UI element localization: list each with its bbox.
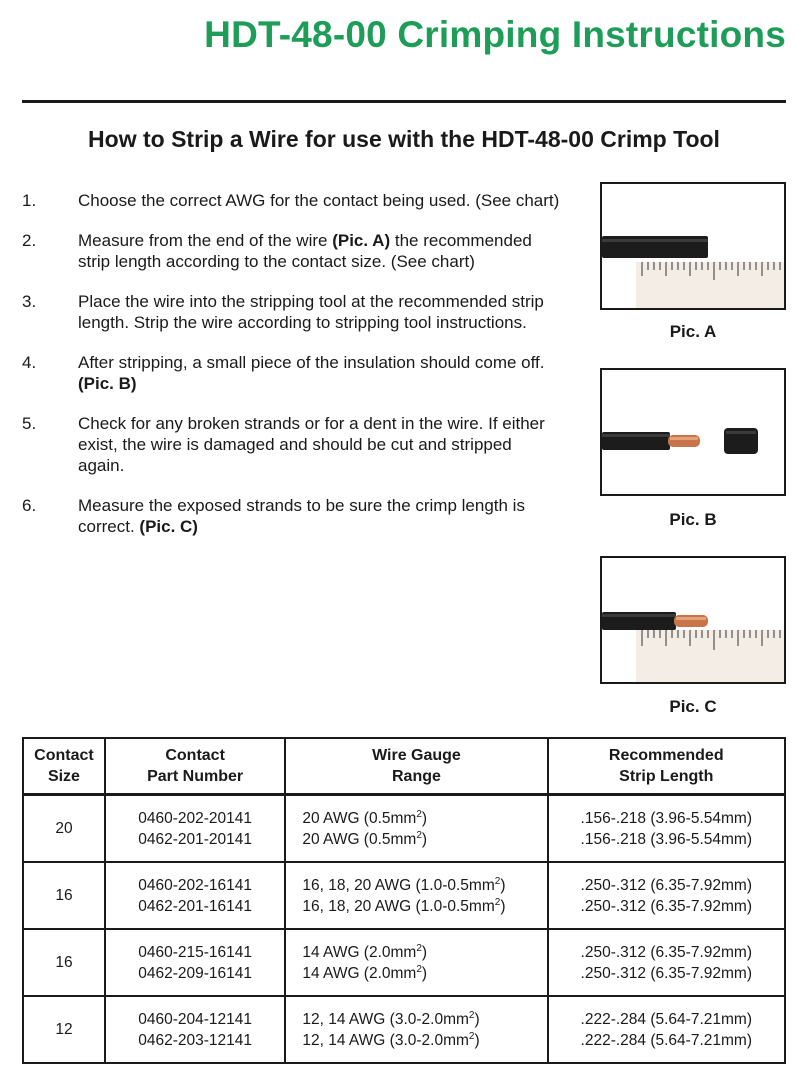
part-number: 0462-209-16141	[138, 964, 253, 982]
strip-length: .222-.284 (5.64-7.21mm)	[580, 1031, 752, 1049]
superscript: 2	[416, 829, 422, 841]
strip-length-cell	[548, 996, 785, 1063]
strip-length: .250-.312 (6.35-7.92mm)	[580, 943, 752, 961]
wire-gauge	[302, 875, 546, 896]
strip-length-cell	[548, 862, 785, 929]
part-number: 0460-202-20141	[138, 809, 253, 827]
pic-a-photo	[600, 182, 786, 310]
header-wire-gauge	[285, 738, 547, 795]
step-2	[22, 230, 562, 272]
pic-b-photo	[600, 368, 786, 496]
strip-length-cell	[548, 929, 785, 996]
table-row	[23, 929, 785, 996]
step-text: the recommended strip length according to the contact size. (See chart)	[78, 231, 532, 271]
wire-gauge	[302, 942, 546, 963]
wire-gauge	[302, 808, 546, 829]
wire-gauge-tail: )	[421, 809, 428, 827]
header-line: Size	[47, 768, 80, 785]
wire-gauge-tail: )	[474, 1031, 480, 1049]
wire-gauge-cell	[285, 996, 547, 1063]
step-number: 3.	[22, 292, 37, 311]
superscript: 2	[468, 1009, 475, 1021]
wire-gauge-text: 14 AWG (2.0mm	[302, 964, 417, 982]
header-line: Contact	[34, 747, 94, 764]
page-title: HDT-48-00 Crimping Instructions	[204, 14, 786, 55]
step-5	[22, 413, 562, 476]
part-number-cell	[105, 795, 285, 863]
superscript: 2	[416, 942, 422, 954]
wire-gauge-text: 16, 18, 20 AWG (1.0-0.5mm	[302, 897, 495, 915]
superscript: 2	[416, 963, 422, 975]
step-text: Measure the exposed strands to be sure the crimp length is correct.	[78, 496, 525, 536]
wire-gauge-text: 14 AWG (2.0mm	[302, 943, 417, 961]
header-line: Strip Length	[619, 768, 714, 785]
table-row	[23, 862, 785, 929]
pic-b-label: Pic. B	[669, 510, 717, 529]
superscript: 2	[494, 896, 501, 908]
wire-gauge-cell	[285, 862, 547, 929]
wire-gauge-text: 20 AWG (0.5mm	[302, 809, 417, 827]
part-number: 0460-204-12141	[138, 1010, 253, 1028]
header-line: Range	[391, 768, 441, 785]
step-number: 1.	[22, 191, 37, 210]
wire-gauge-text: 16, 18, 20 AWG (1.0-0.5mm	[302, 876, 495, 894]
step-pic-reference: (Pic. A)	[332, 231, 391, 250]
part-number: 0462-201-16141	[138, 897, 253, 915]
strip-length: .250-.312 (6.35-7.92mm)	[580, 964, 752, 982]
measured-wire-illustration	[602, 558, 784, 682]
wire-gauge-text: 20 AWG (0.5mm	[302, 830, 417, 848]
strip-length: .222-.284 (5.64-7.21mm)	[580, 1010, 752, 1028]
superscript: 2	[416, 808, 422, 820]
wire-gauge-tail: )	[500, 876, 506, 894]
step-4	[22, 352, 562, 394]
step-text: After stripping, a small piece of the insulation should come off.	[78, 353, 545, 372]
wire-gauge-tail: )	[421, 964, 428, 982]
header-part-number	[105, 738, 285, 795]
header-line: Recommended	[608, 747, 724, 764]
part-number-cell	[105, 929, 285, 996]
part-number: 0460-215-16141	[138, 943, 253, 961]
step-number: 6.	[22, 496, 37, 515]
header-line: Part Number	[147, 768, 244, 785]
header-strip-length	[548, 738, 785, 795]
strip-length-cell	[548, 795, 785, 863]
wire-gauge-tail: )	[500, 897, 506, 915]
strip-length: .156-.218 (3.96-5.54mm)	[580, 809, 752, 827]
contact-size-cell: 16	[23, 929, 105, 996]
step-number: 4.	[22, 353, 37, 372]
header-contact-size	[23, 738, 105, 795]
strip-length: .250-.312 (6.35-7.92mm)	[580, 897, 752, 915]
strip-length: .250-.312 (6.35-7.92mm)	[580, 876, 752, 894]
wire-gauge	[302, 1009, 546, 1030]
wire-gauge-cell	[285, 795, 547, 863]
step-text: Place the wire into the stripping tool at the recommended strip length. Strip the wire according to stripping tool instructions.	[78, 292, 544, 332]
superscript: 2	[494, 875, 501, 887]
wire-gauge-tail: )	[421, 830, 428, 848]
title-divider	[22, 100, 786, 103]
contact-size-cell: 20	[23, 795, 105, 863]
wire-gauge-tail: )	[474, 1010, 480, 1028]
contact-chart	[22, 737, 786, 1064]
part-number: 0460-202-16141	[138, 876, 253, 894]
part-number: 0462-201-20141	[138, 830, 253, 848]
wire-gauge	[302, 1030, 546, 1051]
pic-c-photo	[600, 556, 786, 684]
section-subtitle: How to Strip a Wire for use with the HDT-48-00 Crimp Tool	[88, 126, 720, 152]
contact-size-cell: 16	[23, 862, 105, 929]
step-number: 2.	[22, 231, 37, 250]
wire-gauge-cell	[285, 929, 547, 996]
header-line: Wire Gauge	[372, 747, 461, 764]
wire-gauge	[302, 829, 546, 850]
header-line: Contact	[165, 747, 225, 764]
step-text: Check for any broken strands or for a dent in the wire. If either exist, the wire is damaged and should be cut and stripped again.	[78, 414, 545, 475]
step-number: 5.	[22, 414, 37, 433]
step-text: Choose the correct AWG for the contact being used. (See chart)	[78, 191, 560, 210]
strip-length: .156-.218 (3.96-5.54mm)	[580, 830, 752, 848]
table-header-row	[23, 738, 785, 795]
part-number: 0462-203-12141	[138, 1031, 253, 1049]
step-pic-reference: (Pic. C)	[139, 517, 198, 536]
pic-a-label: Pic. A	[669, 322, 717, 341]
step-1	[22, 190, 562, 211]
step-text: Measure from the end of the wire	[78, 231, 333, 250]
part-number-cell	[105, 862, 285, 929]
wire-gauge-tail: )	[421, 943, 428, 961]
wire-gauge-text: 12, 14 AWG (3.0-2.0mm	[302, 1031, 469, 1049]
wire-and-ruler-illustration	[602, 184, 784, 308]
pic-c-label: Pic. C	[669, 697, 717, 716]
wire-gauge	[302, 896, 546, 917]
step-6	[22, 495, 562, 537]
table-row	[23, 996, 785, 1063]
stripped-wire-illustration	[602, 370, 784, 494]
step-3	[22, 291, 562, 333]
table-row	[23, 795, 785, 863]
contact-size-cell: 12	[23, 996, 105, 1063]
superscript: 2	[468, 1030, 475, 1042]
part-number-cell	[105, 996, 285, 1063]
wire-gauge	[302, 963, 546, 984]
step-pic-reference: (Pic. B)	[78, 374, 137, 393]
instruction-steps	[22, 190, 562, 556]
wire-gauge-text: 12, 14 AWG (3.0-2.0mm	[302, 1010, 469, 1028]
